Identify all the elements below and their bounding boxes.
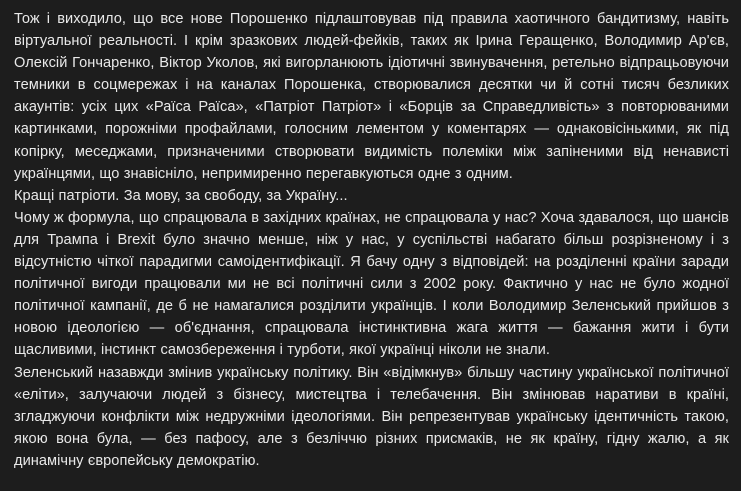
paragraph-4: Зеленський назавжди змінив українську політику. Він «відімкнув» більшу частину української політичної «еліти», залучаючи людей з бізнесу, мистецтва і телебачення. Він змінював наративи в країні, згладжуючи конфлікти між недружніми ідеологіями. Він репрезентував українську ідентичність такою, якою вона була, — без пафосу, але з безліччю різних присмаків, не як країну, гідну жалю, а як динамічну європейську демократію.	[14, 364, 734, 469]
paragraph-3: Чому ж формула, що спрацювала в західних країнах, не спрацювала у нас? Хоча здавалося, що шансів для Трампа і Brexit було значно менше, ніж у нас, у суспільстві набагато більш розрізненому і з відсутністю чіткої парадигми самоідентифікації. Я бачу одну з відповідей: на розділенні країни заради політичної вигоди працювали ми не всі політичні сили з 2002 року. Фактично у нас не було жодної політичної кампанії, де б не намагалися розділити українців. І коли Володимир Зеленський прийшов з новою ідеологією — об'єднання, спрацювала інстинктивна жага життя — бажання жити і бути щасливими, інстинкт самозбереження і турботи, якої українці ніколи не знали.	[14, 209, 734, 359]
paragraph-1: Тож і виходило, що все нове Порошенко підлаштовував під правила хаотичного бандитизму, навіть віртуальної реальності. І крім зразкових людей-фейків, таких як Ірина Геращенко, Володимир Ар'єв, Олексій Гончаренко, Віктор Уколов, які вигорланюють ідіотичні звинувачення, ретельно відпрацьовуючи темники в соцмережах і на каналах Порошенка, створювалися десятки чи й сотні тисяч безликих акаунтів: усіх цих «Раїса Раїса», «Патріот Патріот» і «Борців за Справедливість» з повторюваними картинками, порожніми профайлами, голосним лементом у коментарях — однаковісінькими, як під копірку, меседжами, призначеними створювати видимість полеміки між запіненими від ненависті українцями, що знавісніло, непримиренно перегавкуються одне з одним.	[14, 11, 734, 182]
paragraph-2: Кращі патріоти. За мову, за свободу, за Україну...	[14, 187, 348, 204]
